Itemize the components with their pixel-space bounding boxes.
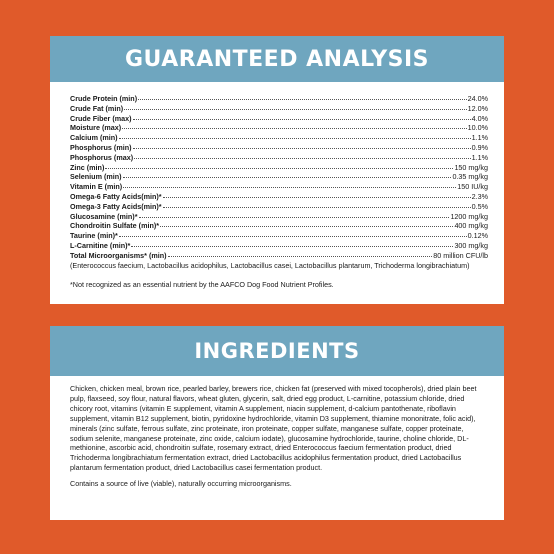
analysis-row — [70, 123, 488, 133]
analysis-table — [50, 82, 504, 261]
nutrient-name: L-Carnitine (min)* — [70, 240, 131, 250]
dot-leader — [163, 207, 471, 208]
nutrient-name: Phosphorus (min) — [70, 142, 132, 152]
guaranteed-analysis-header — [50, 36, 504, 82]
ingredients-panel — [50, 326, 504, 520]
analysis-row — [70, 182, 488, 192]
analysis-row — [70, 192, 488, 202]
ingredients-list: Chicken, chicken meal, brown rice, pearled barley, brewers rice, chicken fat (preserved with mixed tocopherols), dried plain beet pulp, flaxseed, soy flour, natural flavors, wheat gluten, glycerin, salt, dried egg product, L-carnitine, potassium chloride, dried chicory root, vitamins (vitamin E supplement, vitamin A supplement, niacin supplement, d-calcium pantothenate, riboflavin supplement, vitamin B12 supplement, biotin, pyridoxine hydrochloride, vitamin D3 supplement, thiamine mononitrate, folic acid), minerals (zinc sulfate, ferrous sulfate, zinc proteinate, iron proteinate, copper sulfate, manganese sulfate, copper proteinate, sodium selenite, manganese proteinate, zinc oxide, calcium iodate), glucosamine hydrochloride, taurine, choline chloride, DL-methionine, ascorbic acid, chondroitin sulfate, rosemary extract, dried Enterococcus faecium fermentation product, dried Trichoderma longibrachiatum fermentation extract, dried Lactobacillus acidophilus fermentation product, dried Lactobacillus plantarum fermentation product, dried Lactobacillus casei fermentation product. — [70, 384, 477, 473]
dot-leader — [119, 138, 471, 139]
analysis-row — [70, 212, 488, 222]
nutrient-name: Calcium (min) — [70, 133, 118, 143]
dot-leader — [138, 99, 467, 100]
dot-leader — [139, 217, 450, 218]
dot-leader — [131, 246, 453, 247]
nutrient-name: Crude Fat (min) — [70, 103, 124, 113]
dot-leader — [134, 158, 471, 159]
dot-leader — [122, 128, 466, 129]
analysis-footnote: *Not recognized as an essential nutrient by the AAFCO Dog Food Nutrient Profiles. — [70, 280, 334, 290]
nutrient-name: Moisture (max) — [70, 123, 122, 133]
analysis-row — [70, 202, 488, 212]
nutrient-name: Phosphorus (max) — [70, 152, 134, 162]
nutrient-value: 300 mg/kg — [454, 240, 488, 250]
nutrient-value: 1.1% — [471, 133, 488, 143]
analysis-row — [70, 231, 488, 241]
nutrient-value: 400 mg/kg — [454, 221, 488, 231]
analysis-row — [70, 172, 488, 182]
nutrient-value: 0.12% — [467, 231, 488, 241]
nutrient-value: 1200 mg/kg — [450, 211, 488, 221]
dot-leader — [123, 187, 456, 188]
guaranteed-analysis-title: GUARANTEED ANALYSIS — [125, 46, 429, 72]
nutrient-name: Total Microorganisms* (min) — [70, 250, 167, 260]
analysis-row — [70, 143, 488, 153]
dot-leader — [168, 256, 433, 257]
dot-leader — [124, 109, 467, 110]
dot-leader — [123, 177, 452, 178]
analysis-row — [70, 251, 488, 261]
microorganisms-detail: (Enterococcus faecium, Lactobacillus acidophilus, Lactobacillus casei, Lactobacillus plantarum, Trichoderma longibrachiatum) — [70, 260, 470, 270]
ingredients-title: INGREDIENTS — [194, 339, 360, 363]
dot-leader — [119, 236, 467, 237]
nutrient-value: 1.1% — [471, 152, 488, 162]
dot-leader — [133, 148, 471, 149]
analysis-row — [70, 221, 488, 231]
analysis-row — [70, 153, 488, 163]
nutrient-name: Taurine (min)* — [70, 231, 118, 241]
nutrient-value: 4.0% — [471, 113, 488, 123]
nutrient-name: Selenium (min) — [70, 172, 122, 182]
analysis-row — [70, 133, 488, 143]
nutrient-value: 2.3% — [471, 191, 488, 201]
nutrient-value: 10.0% — [467, 123, 488, 133]
nutrient-name: Chondroitin Sulfate (min)* — [70, 221, 160, 231]
nutrient-name: Zinc (min) — [70, 162, 105, 172]
nutrient-value: 0.35 mg/kg — [452, 172, 488, 182]
ingredients-header — [50, 326, 504, 376]
nutrient-value: 24.0% — [467, 94, 488, 103]
ingredients-body — [50, 376, 504, 489]
nutrient-value: 12.0% — [467, 103, 488, 113]
nutrient-value: 150 mg/kg — [454, 162, 488, 172]
nutrient-name: Crude Protein (min) — [70, 94, 138, 103]
microorganisms-note: Contains a source of live (viable), naturally occurring microorganisms. — [70, 479, 292, 489]
nutrient-name: Glucosamine (min)* — [70, 211, 138, 221]
analysis-row — [70, 163, 488, 173]
nutrient-name: Omega-3 Fatty Acids(min)* — [70, 201, 162, 211]
nutrient-value: 0.9% — [471, 142, 488, 152]
analysis-row — [70, 104, 488, 114]
dot-leader — [160, 226, 453, 227]
dot-leader — [163, 197, 471, 198]
nutrient-name: Vitamin E (min) — [70, 182, 123, 192]
nutrient-value: 0.5% — [471, 201, 488, 211]
nutrient-value: 80 million CFU/lb — [433, 250, 488, 260]
dot-leader — [133, 119, 471, 120]
guaranteed-analysis-panel — [50, 36, 504, 304]
nutrient-name: Crude Fiber (max) — [70, 113, 132, 123]
analysis-row — [70, 114, 488, 124]
analysis-row — [70, 94, 488, 104]
nutrient-value: 150 IU/kg — [457, 182, 488, 192]
nutrient-name: Omega-6 Fatty Acids(min)* — [70, 191, 162, 201]
dot-leader — [105, 168, 453, 169]
analysis-row — [70, 241, 488, 251]
